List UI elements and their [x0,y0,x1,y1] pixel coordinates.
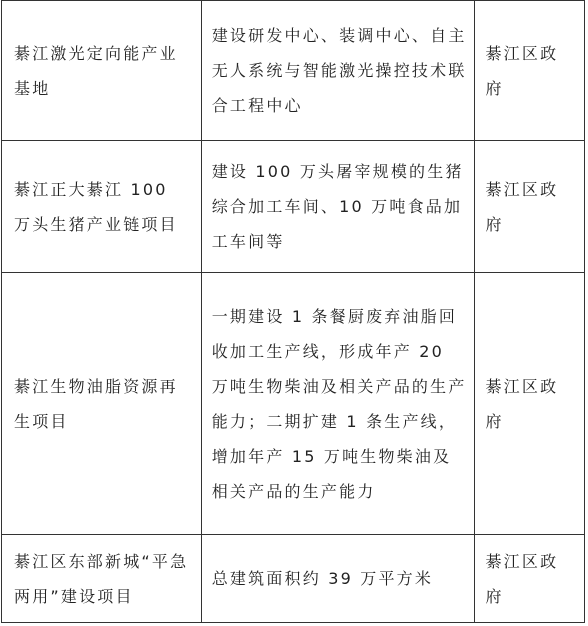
project-content-cell: 总建筑面积约 39 万平方米 [201,535,475,623]
table-row [2,535,585,623]
project-name-cell: 綦江生物油脂资源再生项目 [2,273,202,535]
project-name-cell: 綦江正大綦江 100 万头生猪产业链项目 [2,141,202,273]
project-owner-cell: 綦江区政府 [475,141,585,273]
table-row [2,1,585,141]
project-owner-cell: 綦江区政府 [475,1,585,141]
table-row [2,273,585,535]
project-table [1,0,585,623]
project-content-cell: 建设 100 万头屠宰规模的生猪综合加工车间、10 万吨食品加工车间等 [201,141,475,273]
project-owner-cell: 綦江区政府 [475,535,585,623]
project-name-cell: 綦江激光定向能产业基地 [2,1,202,141]
project-content-cell: 一期建设 1 条餐厨废弃油脂回收加工生产线，形成年产 20 万吨生物柴油及相关产品的生产能力；二期扩建 1 条生产线，增加年产 15 万吨生物柴油及相关产品的生产能力 [201,273,475,535]
table-row [2,141,585,273]
project-content-cell: 建设研发中心、装调中心、自主无人系统与智能激光操控技术联合工程中心 [201,1,475,141]
project-name-cell: 綦江区东部新城“平急两用”建设项目 [2,535,202,623]
project-owner-cell: 綦江区政府 [475,273,585,535]
